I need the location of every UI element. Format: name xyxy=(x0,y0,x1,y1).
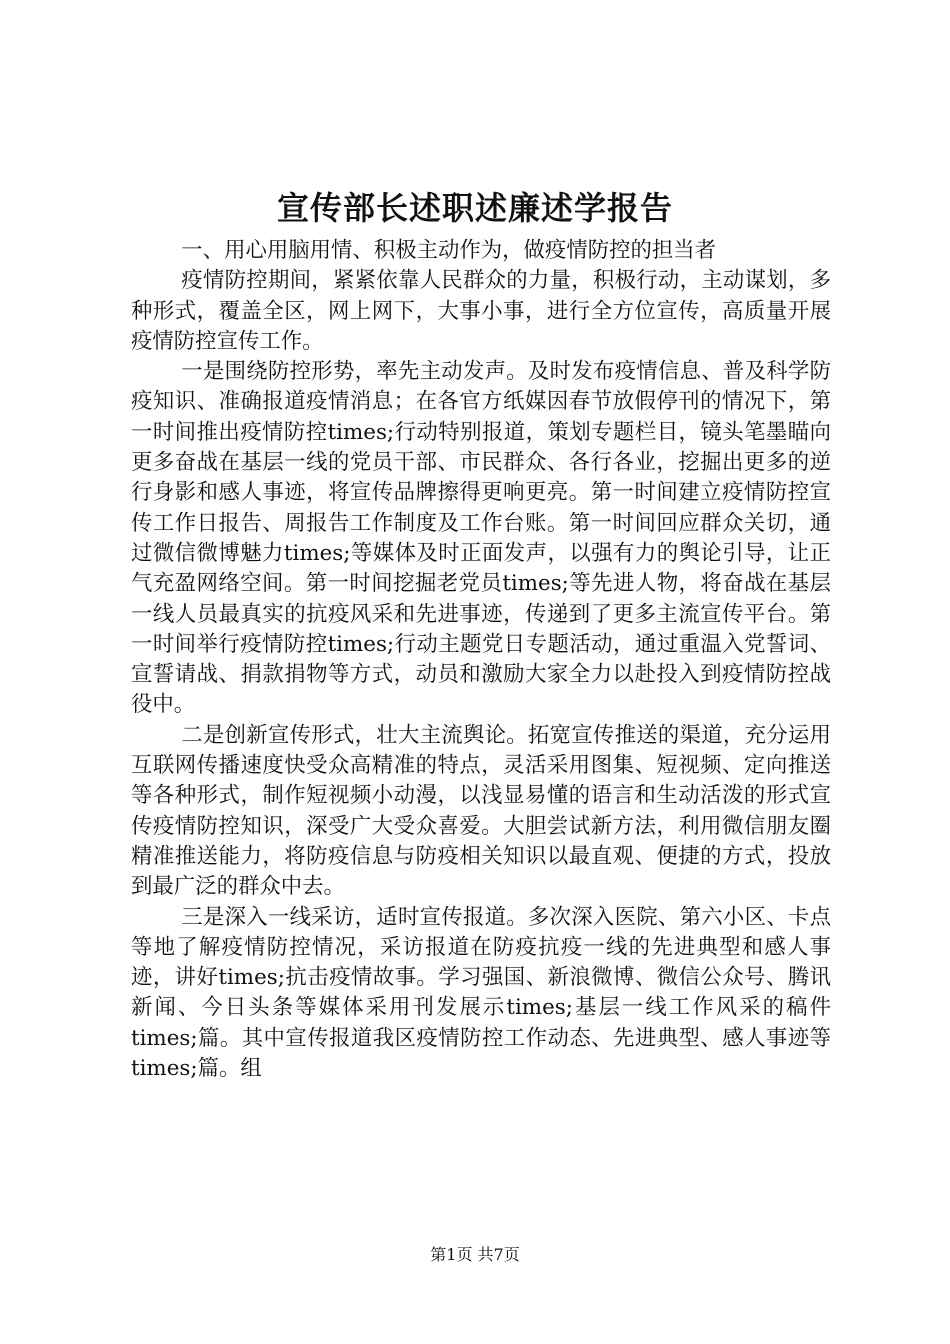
document-title: 宣传部长述职述廉述学报告 xyxy=(276,189,673,227)
paragraph: 三是深入一线采访，适时宣传报道。多次深入医院、第六小区、卡点等地了解疫情防控情况，采访报道在防疫抗疫一线的先进典型和感人事迹，讲好times;抗击疫情故事。学习强国、新浪微博、微信公众号、腾讯新闻、今日头条等媒体采用刊发展示times;基层一线工作风采的稿件times;篇。其中宣传报道我区疫情防控工作动态、先进典型、感人事迹等times;篇。组 xyxy=(131,904,831,1082)
section-heading: 一、用心用脑用情、积极主动作为，做疫情防控的担当者 xyxy=(181,238,717,263)
page-number-footer: 第1页 共7页 xyxy=(430,1245,520,1264)
paragraph: 疫情防控期间，紧紧依靠人民群众的力量，积极行动，主动谋划，多种形式，覆盖全区，网上网下，大事小事，进行全方位宣传，高质量开展疫情防控宣传工作。 xyxy=(131,268,831,354)
paragraph: 一是围绕防控形势，率先主动发声。及时发布疫情信息、普及科学防疫知识、准确报道疫情消息；在各官方纸媒因春节放假停刊的情况下，第一时间推出疫情防控times;行动特别报道，策划专题栏目，镜头笔墨瞄向更多奋战在基层一线的党员干部、市民群众、各行各业，挖掘出更多的逆行身影和感人事迹，将宣传品牌擦得更响更亮。第一时间建立疫情防控宣传工作日报告、周报告工作制度及工作台账。第一时间回应群众关切，通过微信微博魅力times;等媒体及时正面发声，以强有力的舆论引导，让正气充盈网络空间。第一时间挖掘老党员times;等先进人物，将奋战在基层一线人员最真实的抗疫风采和先进事迹，传递到了更多主流宣传平台。第一时间举行疫情防控times;行动主题党日专题活动，通过重温入党誓词、宣誓请战、捐款捐物等方式，动员和激励大家全力以赴投入到疫情防控战役中。 xyxy=(131,359,831,718)
document-body xyxy=(131,236,831,1084)
paragraph: 二是创新宣传形式，壮大主流舆论。拓宽宣传推送的渠道，充分运用互联网传播速度快受众高精准的特点，灵活采用图集、短视频、定向推送等各种形式，制作短视频小动漫，以浅显易懂的语言和生动活泼的形式宣传疫情防控知识，深受广大受众喜爱。大胆尝试新方法，利用微信朋友圈精准推送能力，将防疫信息与防疫相关知识以最直观、便捷的方式，投放到最广泛的群众中去。 xyxy=(131,722,831,900)
